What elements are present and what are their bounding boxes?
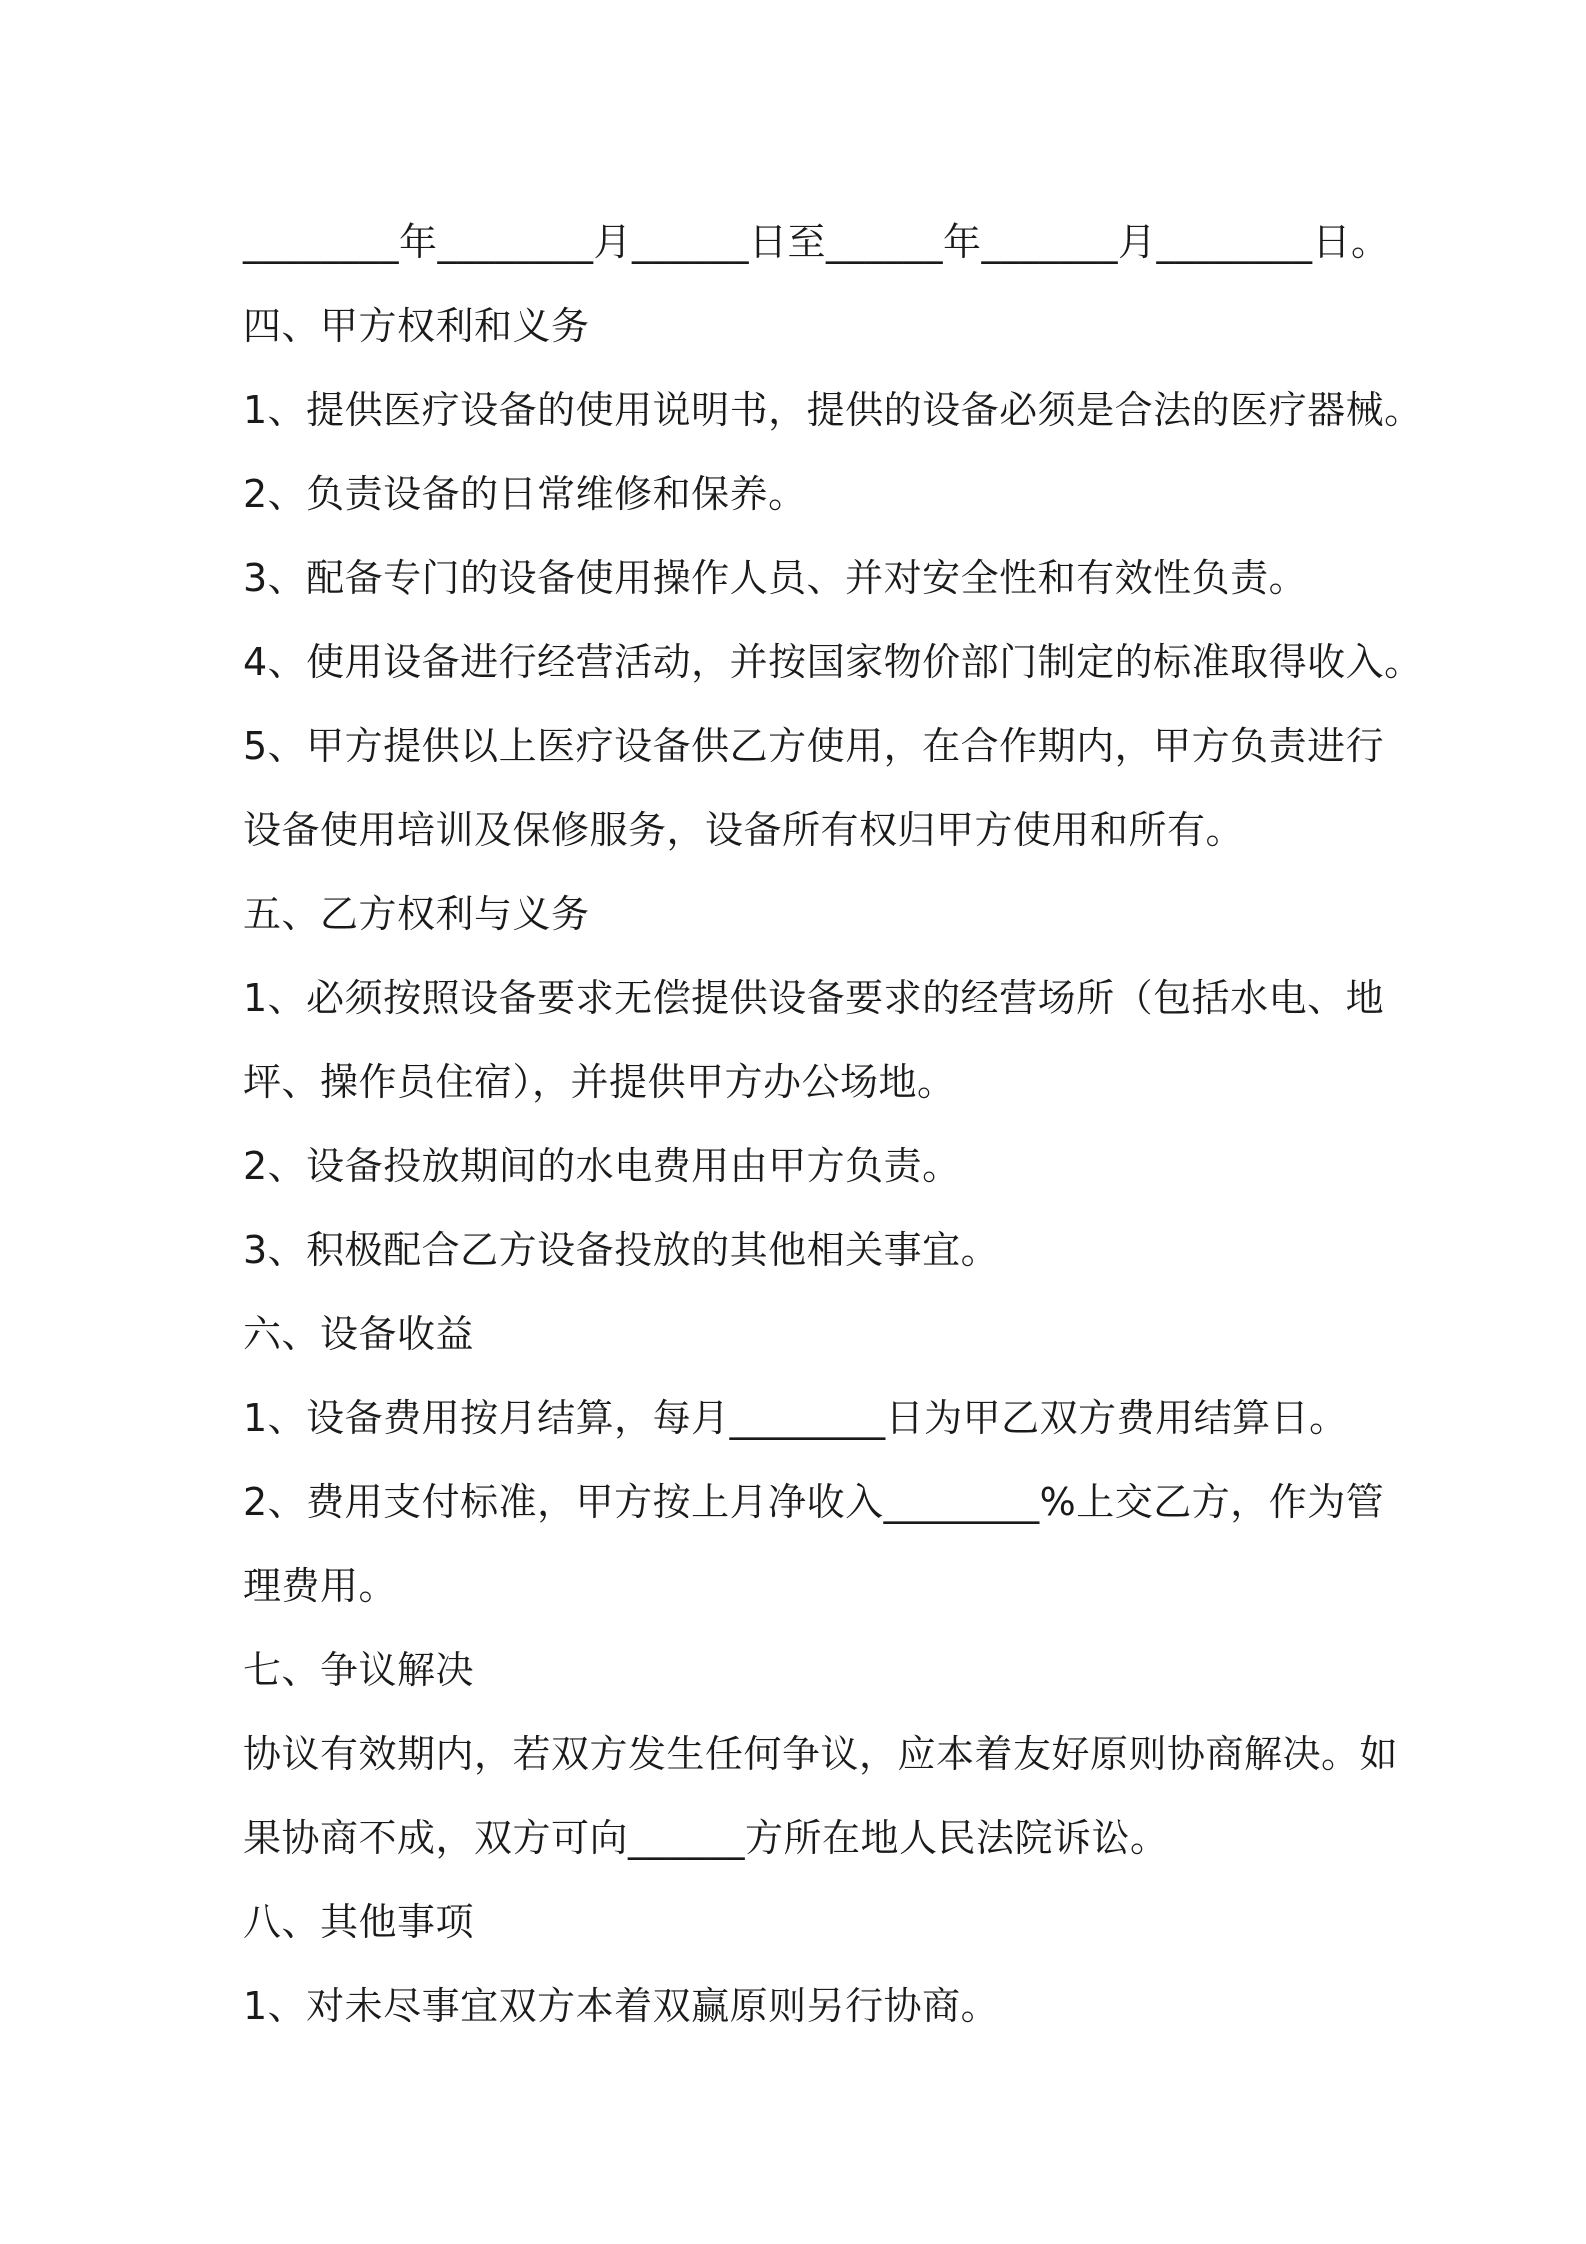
document-body: [243, 200, 1423, 2048]
section-heading-party-b-rights: 五、乙方权利与义务: [243, 892, 590, 936]
section-heading-party-a-rights: 四、甲方权利和义务: [243, 304, 590, 348]
clause-text: 5、甲方提供以上医疗设备供乙方使用，在合作期内，甲方负责进行: [243, 724, 1385, 768]
clause-text-continuation: 坪、操作员住宿），并提供甲方办公场地。: [243, 1060, 956, 1104]
clause-text: 3、配备专门的设备使用操作人员、并对安全性和有效性负责。: [243, 556, 1308, 600]
clause-text: 3、积极配合乙方设备投放的其他相关事宜。: [243, 1228, 1000, 1272]
clause-text: 2、费用支付标准，甲方按上月净收入________%上交乙方，作为管: [243, 1480, 1385, 1524]
clause-text-continuation: 设备使用培训及保修服务，设备所有权归甲方使用和所有。: [243, 808, 1245, 852]
clause-text: 2、负责设备的日常维修和保养。: [243, 472, 807, 516]
clause-text: 2、设备投放期间的水电费用由甲方负责。: [243, 1144, 961, 1188]
clause-text: 1、提供医疗设备的使用说明书，提供的设备必须是合法的医疗器械。: [243, 388, 1423, 432]
clause-text: 1、设备费用按月结算，每月________日为甲乙双方费用结算日。: [243, 1396, 1348, 1440]
clause-text: 1、对未尽事宜双方本着双赢原则另行协商。: [243, 1984, 1000, 2028]
section-heading-equipment-income: 六、设备收益: [243, 1312, 475, 1356]
section-heading-other-matters: 八、其他事项: [243, 1900, 475, 1944]
clause-text-continuation: 理费用。: [243, 1564, 398, 1608]
clause-text-continuation: 果协商不成，双方可向______方所在地人民法院诉讼。: [243, 1816, 1169, 1860]
clause-text: 1、必须按照设备要求无偿提供设备要求的经营场所（包括水电、地: [243, 976, 1385, 1020]
clause-text: 4、使用设备进行经营活动，并按国家物价部门制定的标准取得收入。: [243, 640, 1423, 684]
clause-text: 协议有效期内，若双方发生任何争议，应本着友好原则协商解决。如: [243, 1732, 1399, 1776]
date-range-line: ________年________月______日至______年_______月________日。: [243, 220, 1390, 264]
section-heading-dispute-resolution: 七、争议解决: [243, 1648, 475, 1692]
